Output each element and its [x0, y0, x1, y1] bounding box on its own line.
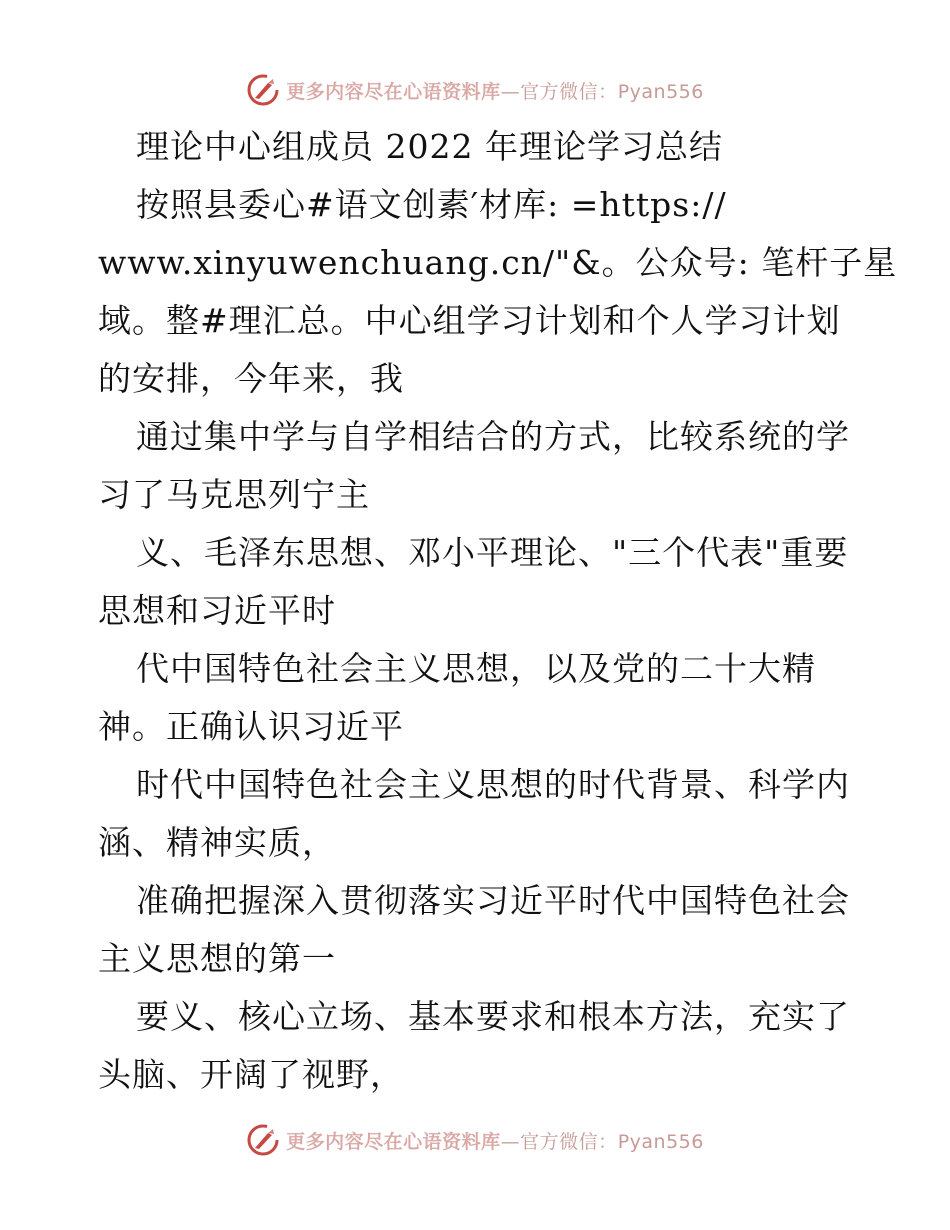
quill-logo-icon [246, 1123, 280, 1157]
watermark-wechat-label: 官方微信： [520, 80, 618, 103]
paragraph-line: 涵、精神实质， [98, 823, 336, 862]
paragraph-line: 神。正确认识习近平 [98, 707, 404, 746]
watermark-wechat-id: Pyan556 [617, 80, 704, 103]
watermark-dash: — [500, 1130, 521, 1153]
document-title: 理论中心组成员 2022 年理论学习总结 [136, 127, 723, 166]
paragraph-line: www.xinyuwenchuang.cn/"&。公众号: 笔杆子星 [98, 243, 898, 282]
paragraph-line: 通过集中学与自学相结合的方式，比较系统的学 [136, 417, 850, 456]
paragraph-line: 按照县委心#语文创素′材库: =https:// [136, 185, 727, 224]
paragraph-line: 的安排，今年来，我 [98, 359, 404, 398]
footer-watermark [0, 1120, 950, 1160]
paragraph-line: 代中国特色社会主义思想，以及党的二十大精 [136, 649, 816, 688]
header-watermark [0, 70, 950, 110]
paragraph-line: 思想和习近平时 [98, 591, 336, 630]
paragraph-line: 要义、核心立场、基本要求和根本方法，充实了 [136, 997, 850, 1036]
watermark-site-text: 更多内容尽在心语资料库 [286, 80, 501, 103]
watermark-wechat-label: 官方微信： [520, 1130, 618, 1153]
paragraph-line: 义、毛泽东思想、邓小平理论、"三个代表"重要 [136, 533, 849, 572]
watermark-wechat-id: Pyan556 [617, 1130, 704, 1153]
paragraph-line: 主义思想的第一 [98, 939, 336, 978]
watermark-dash: — [500, 80, 521, 103]
document-body [98, 118, 898, 1104]
paragraph-line: 域。整#理汇总。中心组学习计划和个人学习计划 [98, 301, 841, 340]
paragraph-line: 准确把握深入贯彻落实习近平时代中国特色社会 [136, 881, 850, 920]
paragraph-line: 头脑、开阔了视野， [98, 1055, 404, 1094]
quill-logo-icon [246, 73, 280, 107]
paragraph-line: 时代中国特色社会主义思想的时代背景、科学内 [136, 765, 850, 804]
paragraph-line: 习了马克思列宁主 [98, 475, 370, 514]
watermark-site-text: 更多内容尽在心语资料库 [286, 1130, 501, 1153]
